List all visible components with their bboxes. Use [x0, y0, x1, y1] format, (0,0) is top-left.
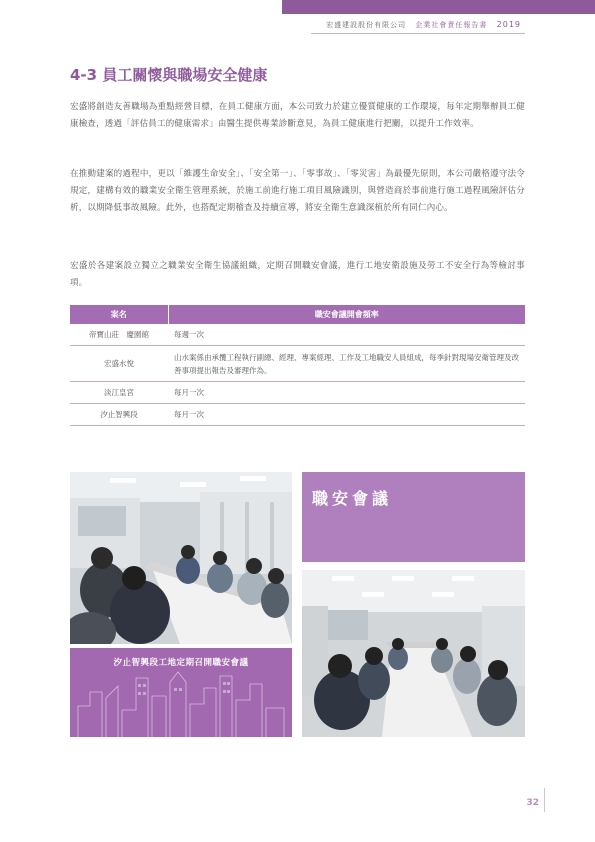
header-rule — [311, 33, 525, 34]
table-row — [70, 382, 525, 404]
top-band-right — [282, 0, 595, 14]
running-header — [326, 20, 521, 30]
table-header-row — [70, 305, 525, 324]
table-header-frequency: 職安會議開會頻率 — [168, 305, 525, 324]
caption-box — [70, 648, 292, 737]
table-row — [70, 346, 525, 382]
meeting-frequency: 每週一次 — [168, 324, 525, 346]
project-name: 淡江皇宮 — [70, 382, 168, 404]
page-number-rule — [544, 788, 545, 812]
table-row — [70, 324, 525, 346]
photo-caption: 汐止智興段工地定期召開職安會議 — [113, 658, 249, 668]
meeting-frequency-table — [70, 305, 525, 426]
header-company: 宏盛建設股份有限公司 — [326, 21, 407, 29]
top-band — [0, 0, 595, 14]
paragraph-safety: 在推動建案的過程中，更以「維護生命安全」、「安全第一」、「零事故」、「零災害」為最優先原則，本公司嚴格遵守法令規定，建構有效的職業安全衛生管理系統，於施工前進行施工項目風險識別，與營造商於事前進行施工過程風險評估分析，以期降低事故風險。此外，也搭配定期稽查及持續宣導，將安全衛生意識深植於所有同仁內心。 — [70, 169, 525, 213]
project-name: 宏盛水悅 — [70, 346, 168, 382]
page-number: 32 — [526, 798, 539, 808]
header-year: 2019 — [496, 20, 521, 29]
feature-label: 職安會議 — [312, 489, 393, 508]
feature-label-box — [302, 472, 525, 562]
meeting-frequency: 每月一次 — [168, 382, 525, 404]
header-report: 企業社會責任報告書 — [415, 21, 488, 29]
meeting-frequency: 每月一次 — [168, 404, 525, 426]
paragraph-committee: 宏盛於各建案設立獨立之職業安全衛生協議組織，定期召開職安會議，進行工地安衛設施及勞工不安全行為等檢討事項。 — [70, 261, 525, 288]
paragraph-health: 宏盛將創造友善職場為重點經營目標，在員工健康方面，本公司致力於建立優質健康的工作環境，每年定期舉辦員工健康檢查，透過「評估員工的健康需求」由醫生提供專業診斷意見，為員工健康進行把關，以提升工作效率。 — [70, 102, 525, 129]
meeting-photo-2 — [302, 570, 525, 737]
project-name: 帝寶山莊 慶園館 — [70, 324, 168, 346]
top-band-left — [0, 0, 282, 14]
project-name: 汐止智興段 — [70, 404, 168, 426]
skyline-graphic — [70, 648, 292, 737]
table-row — [70, 404, 525, 426]
section-title: 4-3 員工關懷與職場安全健康 — [70, 66, 268, 84]
table-header-project: 案名 — [70, 305, 168, 324]
meeting-frequency: 山水案係由承攬工程執行副總、經理、專案經理、工作及工地職安人員組成，每季針對現場安衛管理及改善事項提出報告及審理作為。 — [168, 346, 525, 382]
meeting-photo-1 — [70, 472, 292, 644]
